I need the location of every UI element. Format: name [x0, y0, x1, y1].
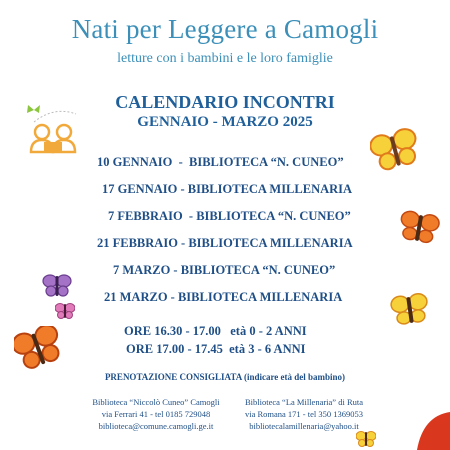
calendar-period: GENNAIO - MARZO 2025 [137, 114, 313, 130]
contact-address: via Ferrari 41 - tel 0185 729048 [101, 409, 211, 419]
page-subtitle: letture con i bambini e le loro famiglie [117, 51, 333, 66]
butterfly-icon [390, 292, 430, 328]
butterfly-icon [42, 273, 72, 299]
butterfly-icon [370, 128, 420, 172]
booking-note: PRENOTAZIONE CONSIGLIATA (indicare età del bambino) [104, 372, 346, 382]
butterfly-icon [14, 326, 62, 370]
event-item: 7 MARZO - BIBLIOTECA “N. CUNEO” [113, 263, 336, 277]
contact-name: Biblioteca “Niccolò Cuneo” Camogli [92, 397, 220, 407]
event-item: 10 GENNAIO - BIBLIOTECA “N. CUNEO” [97, 155, 344, 169]
event-item: 17 GENNAIO - BIBLIOTECA MILLENARIA [102, 182, 353, 196]
contact-email: biblioteca@comune.camogli.ge.it [98, 421, 214, 431]
contact-name: Biblioteca “La Millenaria” di Ruta [244, 397, 363, 407]
event-item: 21 FEBBRAIO - BIBLIOTECA MILLENARIA [97, 236, 353, 250]
event-item: 7 FEBBRAIO - BIBLIOTECA “N. CUNEO” [108, 209, 351, 223]
butterfly-icon [356, 430, 376, 448]
calendar-heading: CALENDARIO INCONTRI [115, 92, 335, 112]
butterfly-icon [55, 302, 75, 320]
corner-decoration [405, 412, 450, 450]
page-title: Nati per Leggere a Camogli [71, 14, 379, 44]
contact-right [214, 396, 394, 432]
butterfly-icon [398, 210, 440, 246]
contact-address: via Romana 171 - tel 350 1369053 [244, 409, 364, 419]
event-item: 21 MARZO - BIBLIOTECA MILLENARIA [104, 290, 343, 304]
schedule-line: ORE 17.00 - 17.45 età 3 - 6 ANNI [126, 342, 306, 356]
schedule-line: ORE 16.30 - 17.00 età 0 - 2 ANNI [124, 324, 307, 338]
logo-reading-figures-icon [24, 104, 84, 160]
contact-email: bibliotecalamillenaria@yahoo.it [249, 421, 359, 431]
